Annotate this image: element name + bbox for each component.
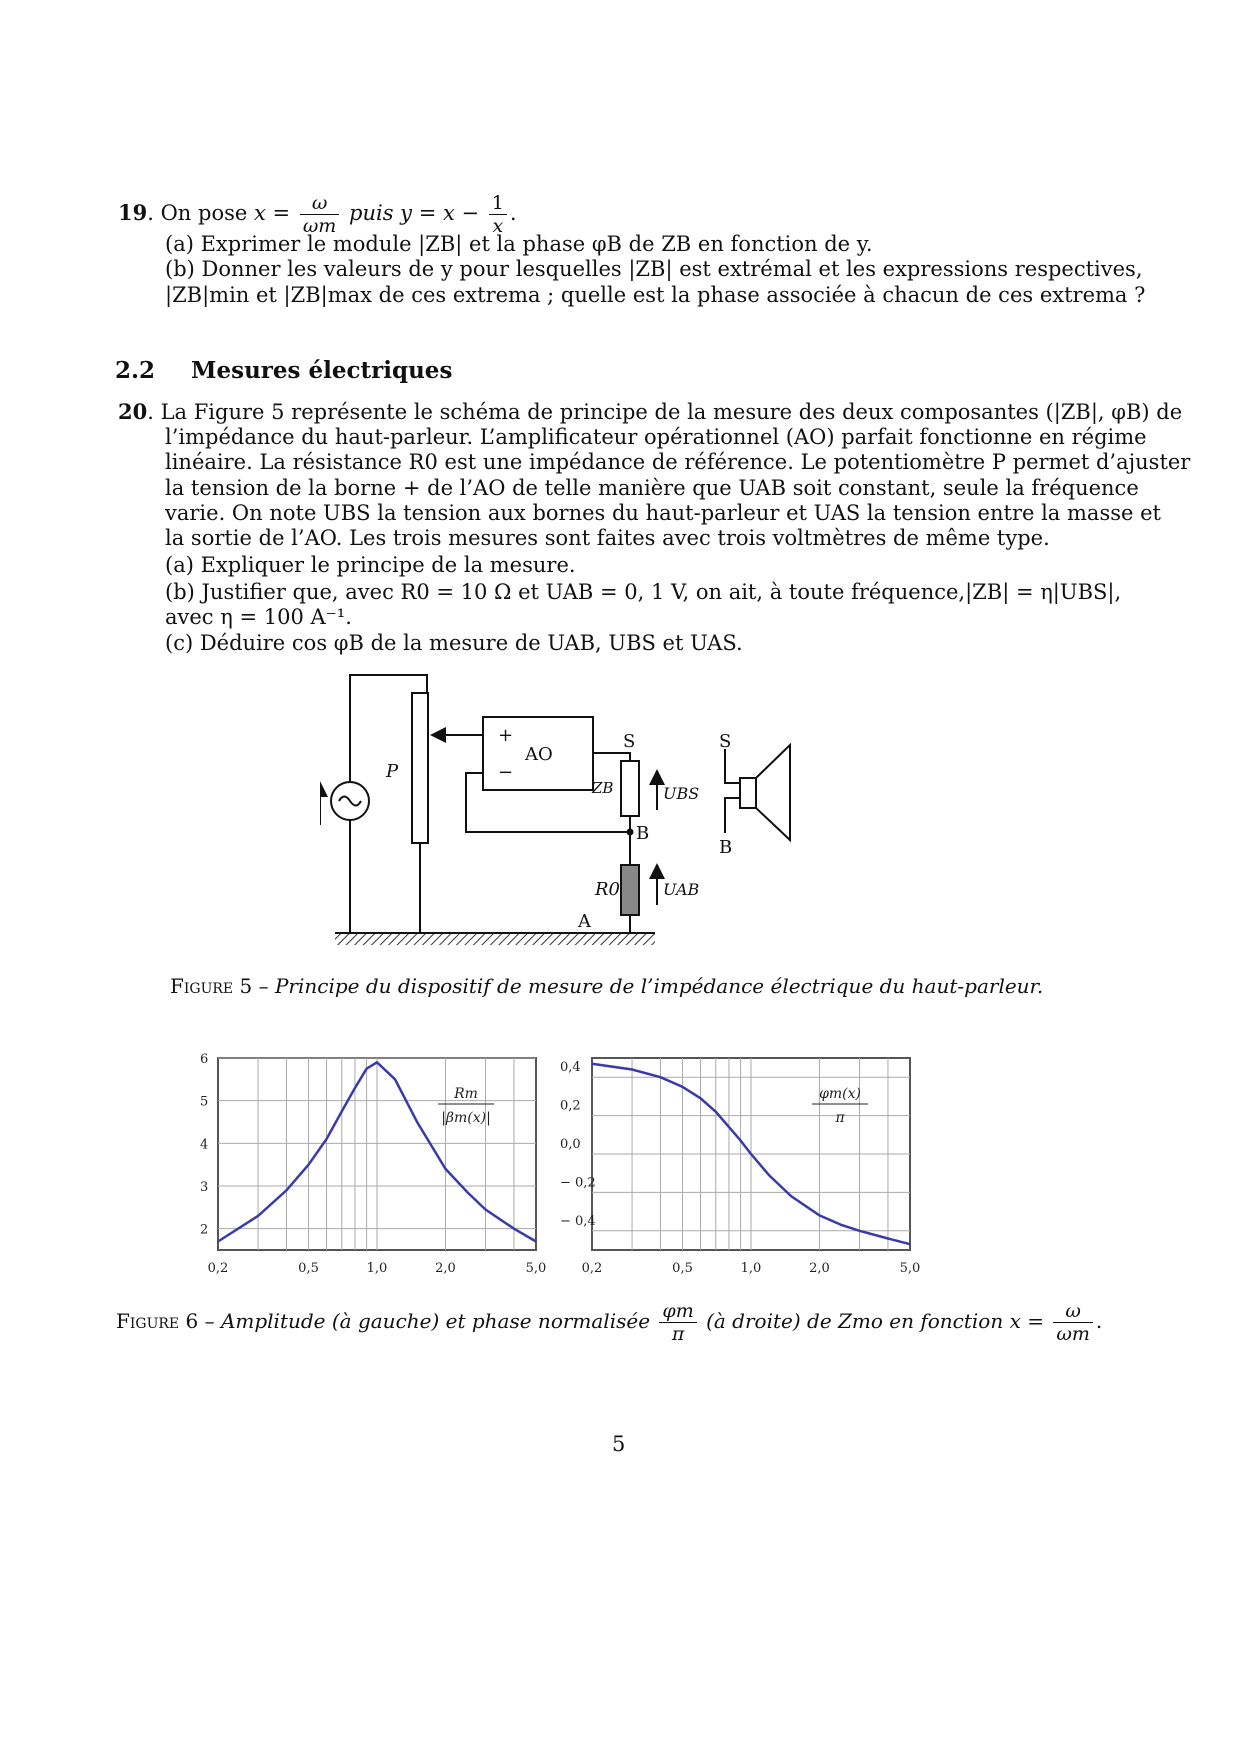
q19-number: 19 [118, 200, 148, 225]
legend-numerator: Rm [454, 1086, 478, 1102]
label-plus: + [498, 725, 514, 746]
q20-b-line2: avec η = 100 A⁻¹. [165, 605, 352, 629]
potentiometer [412, 693, 428, 843]
figure6-caption-frac-phi: $\frac{\varphi m}{\pi}$ [659, 1300, 696, 1345]
figure6-caption: Figure 6 – Amplitude (à gauche) et phase normalisée $\frac{\varphi m}{\pi}$ (à droite) de Zmo en fonction x = $\frac{\omega}{\omega m}$ . [116, 1300, 1103, 1345]
q20-line-1: l’impédance du haut-parleur. L’amplificateur opérationnel (AO) parfait fonctionne en régime [165, 425, 1147, 449]
label-speaker-s: S [719, 731, 732, 752]
q20-line-0: 20. La Figure 5 représente le schéma de principe de la mesure des deux composantes (|ZB|, φB) de [118, 399, 1183, 424]
speaker-icon [740, 778, 756, 808]
y-tick-label: 5 [200, 1094, 209, 1110]
label-ao: AO [525, 744, 553, 765]
label-p: P [386, 761, 399, 782]
x-tick-label: 2,0 [809, 1261, 830, 1276]
figure5-circuit [320, 665, 820, 960]
x-tick-label: 0,2 [207, 1261, 229, 1276]
y-tick-label: 4 [200, 1137, 209, 1153]
q20-line-5: la sortie de l’AO. Les trois mesures sont faites avec trois voltmètres de même type. [165, 526, 1050, 550]
q19-frac-omega: $\frac{\omega}{\omega m}$ [300, 192, 340, 237]
q20-line-3: la tension de la borne + de l’AO de telle manière que UAB soit constant, seule la fréquence [165, 476, 1139, 500]
q20-number: 20 [118, 399, 148, 424]
label-minus: − [498, 762, 514, 783]
q19-mid: puis y = x − [349, 201, 480, 225]
figure6-right-chart [540, 1048, 920, 1290]
label-b: B [636, 823, 650, 844]
y-tick-label: 0,4 [560, 1060, 581, 1076]
figure5-caption: Figure 5 – Principe du dispositif de mesure de l’impédance électrique du haut-parleur. [170, 974, 1044, 998]
y-tick-label: 3 [200, 1180, 209, 1195]
label-a: A [578, 911, 591, 932]
q19-intro: On pose [160, 201, 248, 225]
q19-line1: 19. On pose x = $\frac{\omega}{\omega m}$ puis y = x − $\frac{1}{x}$ . [118, 192, 517, 237]
label-speaker-b: B [719, 837, 733, 858]
x-tick-label: 0,2 [581, 1261, 603, 1276]
figure5-caption-prefix: Figure 5 [170, 974, 253, 998]
x-tick-label: 5,0 [899, 1261, 920, 1276]
figure6-caption-text-b: (à droite) de Zmo en fonction x = [706, 1309, 1044, 1333]
x-tick-label: 5,0 [525, 1261, 546, 1276]
zb-resistor [621, 761, 639, 816]
y-tick-label: 0,0 [560, 1137, 581, 1152]
page-number: 5 [612, 1432, 626, 1456]
q20-b-line1: (b) Justifier que, avec R0 = 10 Ω et UAB = 0, 1 V, on ait, à toute fréquence,|ZB| = η|UBS|, [165, 580, 1122, 604]
figure6-left-chart [186, 1048, 546, 1290]
q20-line-4: varie. On note UBS la tension aux bornes du haut-parleur et UAS la tension entre la masse et [165, 501, 1161, 525]
x-tick-label: 1,0 [366, 1261, 388, 1276]
legend-numerator: φm(x) [819, 1086, 861, 1102]
x-tick-label: 1,0 [740, 1261, 762, 1276]
figure5-caption-text: Principe du dispositif de mesure de l’impédance électrique du haut-parleur. [274, 974, 1044, 998]
q19-frac-1x: $\frac{1}{x}$ [489, 192, 507, 237]
label-ubs: UBS [663, 784, 700, 803]
figure6-caption-frac-x: $\frac{\omega}{\omega m}$ [1053, 1300, 1093, 1345]
section-heading [115, 356, 452, 386]
y-tick-label: 6 [200, 1052, 209, 1067]
q19-a: (a) Exprimer le module |ZB| et la phase φB de ZB en fonction de y. [165, 232, 873, 256]
section-number: 2.2 [115, 357, 156, 384]
q19-b-line1: (b) Donner les valeurs de y pour lesquelles |ZB| est extrémal et les expressions respectives, [165, 257, 1143, 281]
q20-a: (a) Expliquer le principe de la mesure. [165, 553, 576, 577]
x-tick-label: 2,0 [435, 1261, 456, 1276]
y-tick-label: − 0,2 [560, 1175, 596, 1191]
figure6-caption-text-a: Amplitude (à gauche) et phase normalisée [220, 1309, 651, 1333]
label-uab: UAB [663, 880, 700, 899]
q20-line-2: linéaire. La résistance R0 est une impédance de référence. Le potentiomètre P permet d’ajuster [165, 450, 1191, 474]
q19-b-line2: |ZB|min et |ZB|max de ces extrema ; quelle est la phase associée à chacun de ces extrema ? [165, 283, 1146, 307]
y-tick-label: 0,2 [560, 1098, 581, 1114]
x-tick-label: 0,5 [672, 1261, 693, 1276]
figure6-caption-prefix: Figure 6 [116, 1309, 199, 1333]
label-s: S [623, 731, 636, 752]
x-tick-label: 0,5 [298, 1261, 319, 1276]
section-title: Mesures électriques [191, 357, 453, 384]
y-tick-label: − 0,4 [560, 1213, 596, 1229]
legend-denominator: π [835, 1110, 845, 1126]
q20-c: (c) Déduire cos φB de la mesure de UAB, UBS et UAS. [165, 631, 743, 655]
q19-xdef: x = [254, 201, 291, 225]
ground-hatch [335, 933, 655, 945]
y-tick-label: 2 [200, 1222, 209, 1238]
label-r0: R0 [595, 879, 621, 900]
legend-denominator: |βm(x)| [441, 1110, 491, 1126]
label-zb: ZB [592, 779, 614, 797]
r0-resistor [621, 865, 639, 915]
